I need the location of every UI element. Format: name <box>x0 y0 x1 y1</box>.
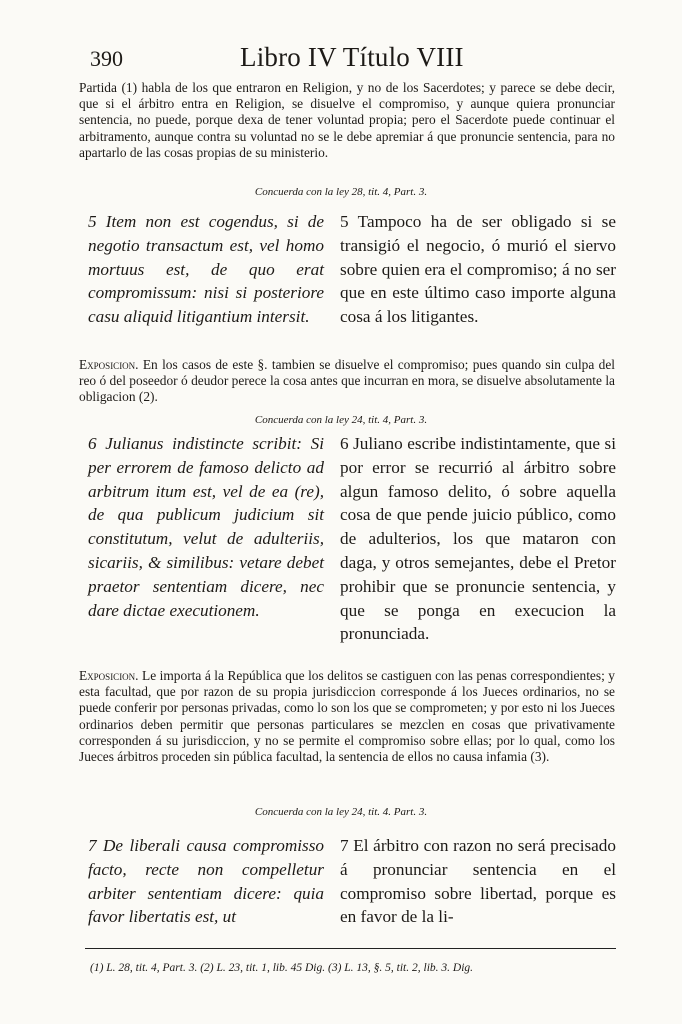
page-title: Libro IV Título VIII <box>240 42 464 72</box>
exposition-text: Le importa á la República que los delitos se castiguen con las penas correspondientes; y esta facultad, que por razon de su propia jurisdiccion corresponde á los Jueces ordinarios, no se puede conferir por personas privadas, como lo son los que se comprometen; y por esto ni los Jueces ordinarios deben permitir que personas particulares se mezclen en cosas que privativamente corresponden á su jurisdiccion, y no se permite el compromiso sobre ellas; por lo qual, como los Jueces árbitros proceden sin pública facultad, la sentencia de ellos no causa infamia (3). <box>79 668 615 765</box>
spanish-text-6: 6 Juliano escribe indistintamente, que si por error se recurrió al árbitro sobre algun famoso delito, ó sobre aquella cosa de que pende juicio público, como de adulterios, los que mataron con daga, y otros semejantes, debe el Pretor prohibir que se pronuncie sentencia, y que se ponga en execucion la pronunciada. <box>340 434 616 644</box>
exposition-label: Exposicion. <box>79 357 139 372</box>
concordance-note-3: Concuerda con la ley 24, tit. 4. Part. 3. <box>254 806 428 818</box>
concordance-note-2: Concuerda con la ley 24, tit. 4, Part. 3. <box>254 414 428 426</box>
latin-text-7: 7 De liberali causa compromisso facto, recte non compelletur arbiter sententiam dicere: quia favor libertatis est, ut <box>88 836 324 927</box>
exposition-1 <box>79 357 615 406</box>
spanish-text-7: 7 El árbitro con razon no será precisado á pronunciar sentencia en el compromiso sobre libertad, porque es en favor de la li- <box>340 836 616 927</box>
running-header <box>90 42 610 76</box>
exposition-text: En los casos de este §. tambien se disuelve el compromiso; pues quando sin culpa del reo ó del poseedor ó deudor perece la cosa antes que incurran en mora, se disuelve absolutamente la obligacion (2). <box>79 357 615 405</box>
latin-text-5: 5 Item non est cogendus, si de negotio transactum est, vel homo mortuus est, de quo erat compromissum: nisi si posteriore casu aliquid litigantium intersit. <box>88 212 324 327</box>
intro-paragraph: Partida (1) habla de los que entraron en Religion, y no de los Sacerdotes; y parece se debe decir, que si el árbitro entra en Religion, se disuelve el compromiso, y aunque quiera pronunciar sentencia, no puede, porque dexa de tener voluntad propia; pero el Sacerdote puede continuar el arbitramento, aunque contra su voluntad no se le debe apremiar á que pronuncie sentencia, para no apartarlo de las cosas propias de su ministerio. <box>79 80 615 160</box>
exposition-2 <box>79 668 615 765</box>
exposition-label: Exposicion. <box>79 668 139 683</box>
concordance-note-1: Concuerda con la ley 28, tit. 4, Part. 3. <box>254 186 428 198</box>
spanish-text-5: 5 Tampoco ha de ser obligado si se transigió el negocio, ó murió el siervo sobre quien era el compromiso; á no ser que en este último caso importe alguna cosa á los litigantes. <box>340 212 616 327</box>
footnote-divider <box>85 948 616 949</box>
latin-text-6: 6 Julianus indistincte scribit: Si per errorem de famoso delicto ad arbitrum itum est, vel de ea (re), de qua publicum judicium sit constitutum, velut de adulteriis, sicariis, & similibus: vetare debet praetor sententiam dicere, nec dare dictae executionem. <box>88 434 324 620</box>
page-number: 390 <box>90 46 123 71</box>
footnotes: (1) L. 28, tit. 4, Part. 3. (2) L. 23, tit. 1, lib. 45 Dig. (3) L. 13, §. 5, tit. 2, lib. 3. Dig. <box>90 962 474 974</box>
